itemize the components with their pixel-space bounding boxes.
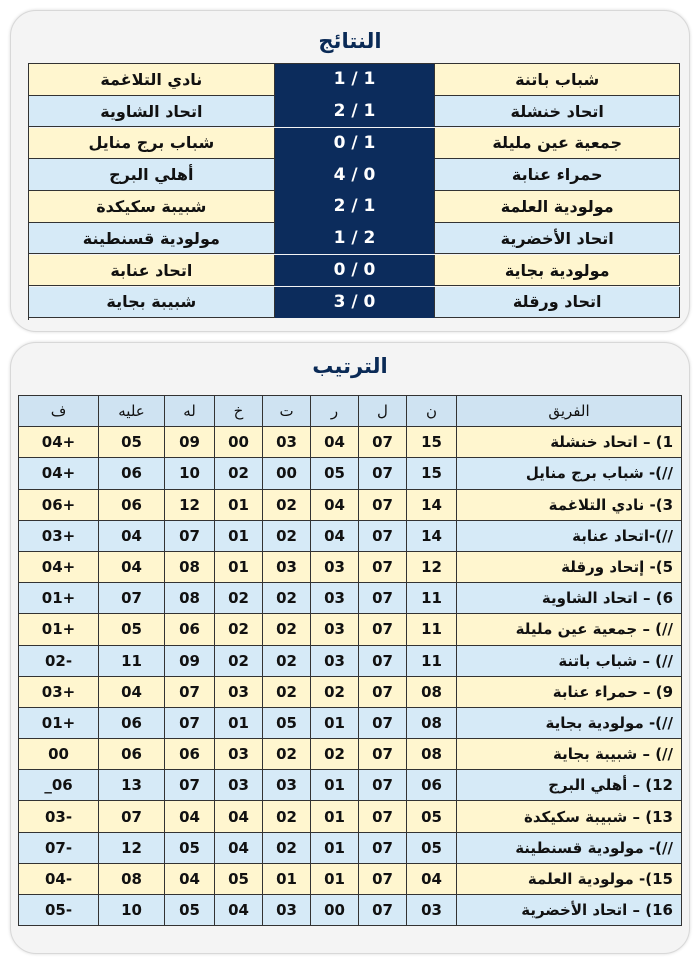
standings-cell-kh: 00 (215, 427, 263, 458)
standings-row (19, 863, 682, 894)
standings-cell-f: +04 (19, 551, 99, 582)
standings-cell-l: 07 (359, 583, 407, 614)
standings-cell-lah: 09 (165, 427, 215, 458)
standings-row (19, 427, 682, 458)
standings-cell-r: 03 (311, 551, 359, 582)
standings-cell-f: -05 (19, 895, 99, 926)
standings-cell-n: 12 (407, 551, 457, 582)
standings-cell-n: 11 (407, 583, 457, 614)
standings-cell-alayh: 06 (99, 458, 165, 489)
standings-cell-alayh: 07 (99, 583, 165, 614)
standings-cell-n: 04 (407, 863, 457, 894)
standings-cell-f: 06_ (19, 770, 99, 801)
standings-row (19, 489, 682, 520)
standings-team-name: 12) – أهلي البرج (457, 770, 682, 801)
result-score: 1 / 2 (275, 96, 436, 128)
standings-cell-n: 11 (407, 645, 457, 676)
standings-cell-r: 03 (311, 614, 359, 645)
standings-row (19, 614, 682, 645)
standings-team-name: //)- مولودية بجاية (457, 707, 682, 738)
standings-cell-f: +03 (19, 520, 99, 551)
standings-cell-t: 03 (263, 427, 311, 458)
standings-cell-l: 07 (359, 739, 407, 770)
standings-cell-lah: 06 (165, 739, 215, 770)
standings-cell-n: 05 (407, 832, 457, 863)
result-away-team: شبيبة سكيكدة (29, 191, 275, 223)
standings-cell-f: -07 (19, 832, 99, 863)
standings-cell-r: 04 (311, 520, 359, 551)
standings-cell-alayh: 04 (99, 551, 165, 582)
standings-team-name: 9) – حمراء عنابة (457, 676, 682, 707)
standings-team-name: //)-اتحاد عنابة (457, 520, 682, 551)
standings-cell-lah: 08 (165, 583, 215, 614)
result-row (29, 223, 680, 255)
standings-cell-t: 05 (263, 707, 311, 738)
result-away-team: مولودية قسنطينة (29, 223, 275, 255)
standings-cell-alayh: 06 (99, 489, 165, 520)
standings-row (19, 645, 682, 676)
standings-cell-lah: 07 (165, 707, 215, 738)
standings-cell-kh: 04 (215, 895, 263, 926)
standings-cell-f: +01 (19, 707, 99, 738)
result-home-team: حمراء عنابة (435, 159, 680, 191)
standings-row (19, 739, 682, 770)
standings-team-name: 15)- مولودية العلمة (457, 863, 682, 894)
standings-row (19, 832, 682, 863)
standings-cell-t: 02 (263, 676, 311, 707)
standings-cell-r: 00 (311, 895, 359, 926)
standings-cell-r: 01 (311, 863, 359, 894)
standings-team-name: 16) – اتحاد الأخضرية (457, 895, 682, 926)
result-score: 0 / 0 (275, 255, 436, 287)
standings-cell-l: 07 (359, 427, 407, 458)
standings-row (19, 520, 682, 551)
standings-cell-t: 02 (263, 739, 311, 770)
standings-cell-kh: 02 (215, 458, 263, 489)
standings-cell-lah: 07 (165, 520, 215, 551)
standings-cell-r: 04 (311, 427, 359, 458)
standings-cell-alayh: 13 (99, 770, 165, 801)
standings-cell-lah: 09 (165, 645, 215, 676)
standings-cell-n: 05 (407, 801, 457, 832)
standings-cell-f: -04 (19, 863, 99, 894)
standings-header-cell: ت (263, 396, 311, 427)
standings-cell-kh: 04 (215, 801, 263, 832)
standings-cell-lah: 04 (165, 801, 215, 832)
result-home-team: مولودية بجاية (435, 255, 680, 287)
standings-cell-n: 15 (407, 458, 457, 489)
standings-cell-n: 08 (407, 739, 457, 770)
standings-cell-n: 14 (407, 520, 457, 551)
result-away-team: اتحاد الشاوية (29, 96, 275, 128)
standings-cell-alayh: 10 (99, 895, 165, 926)
standings-cell-n: 11 (407, 614, 457, 645)
standings-cell-f: +06 (19, 489, 99, 520)
standings-header-cell: عليه (99, 396, 165, 427)
standings-row (19, 770, 682, 801)
standings-cell-t: 03 (263, 770, 311, 801)
standings-cell-t: 02 (263, 583, 311, 614)
standings-cell-l: 07 (359, 863, 407, 894)
result-row (29, 191, 680, 223)
standings-cell-lah: 05 (165, 832, 215, 863)
result-score: 0 / 4 (275, 159, 436, 191)
standings-row (19, 458, 682, 489)
standings-cell-f: +03 (19, 676, 99, 707)
result-away-team: اتحاد عنابة (29, 255, 275, 287)
standings-cell-l: 07 (359, 676, 407, 707)
standings-cell-l: 07 (359, 489, 407, 520)
standings-cell-alayh: 05 (99, 427, 165, 458)
standings-cell-f: +04 (19, 427, 99, 458)
standings-cell-l: 07 (359, 707, 407, 738)
standings-cell-t: 02 (263, 489, 311, 520)
result-row (29, 159, 680, 191)
standings-cell-l: 07 (359, 458, 407, 489)
standings-cell-alayh: 05 (99, 614, 165, 645)
standings-cell-f: +01 (19, 614, 99, 645)
standings-cell-l: 07 (359, 832, 407, 863)
standings-cell-r: 05 (311, 458, 359, 489)
standings-cell-t: 01 (263, 863, 311, 894)
results-table (28, 63, 680, 320)
standings-cell-r: 01 (311, 832, 359, 863)
standings-cell-n: 06 (407, 770, 457, 801)
standings-header-cell: ن (407, 396, 457, 427)
standings-cell-n: 08 (407, 676, 457, 707)
result-score: 1 / 2 (275, 191, 436, 223)
standings-cell-t: 02 (263, 645, 311, 676)
standings-team-name: 5)- إتحاد ورقلة (457, 551, 682, 582)
result-score: 0 / 3 (275, 287, 436, 319)
standings-cell-alayh: 04 (99, 520, 165, 551)
standings-row (19, 707, 682, 738)
standings-cell-kh: 01 (215, 489, 263, 520)
result-row (29, 96, 680, 128)
standings-cell-l: 07 (359, 551, 407, 582)
result-home-team: اتحاد خنشلة (435, 96, 680, 128)
standings-cell-kh: 04 (215, 832, 263, 863)
standings-cell-t: 03 (263, 895, 311, 926)
standings-cell-lah: 07 (165, 770, 215, 801)
standings-cell-lah: 04 (165, 863, 215, 894)
result-score: 1 / 1 (275, 64, 436, 96)
standings-row (19, 895, 682, 926)
standings-cell-alayh: 06 (99, 707, 165, 738)
result-home-team: جمعية عين مليلة (435, 128, 680, 160)
standings-cell-r: 03 (311, 583, 359, 614)
standings-header-cell: له (165, 396, 215, 427)
standings-cell-kh: 01 (215, 707, 263, 738)
standings-cell-kh: 01 (215, 551, 263, 582)
standings-cell-kh: 02 (215, 614, 263, 645)
standings-cell-alayh: 04 (99, 676, 165, 707)
result-home-team: شباب باتنة (435, 64, 680, 96)
result-row (29, 64, 680, 96)
standings-cell-t: 02 (263, 520, 311, 551)
standings-cell-r: 04 (311, 489, 359, 520)
standings-cell-kh: 02 (215, 583, 263, 614)
standings-team-name: //)- مولودية قسنطينة (457, 832, 682, 863)
standings-cell-r: 01 (311, 801, 359, 832)
standings-cell-t: 03 (263, 551, 311, 582)
standings-cell-f: 00 (19, 739, 99, 770)
standings-cell-alayh: 11 (99, 645, 165, 676)
standings-header-cell: ف (19, 396, 99, 427)
standings-cell-kh: 02 (215, 645, 263, 676)
result-home-team: اتحاد ورقلة (435, 287, 680, 319)
standings-cell-kh: 03 (215, 739, 263, 770)
standings-row (19, 801, 682, 832)
standings-cell-lah: 12 (165, 489, 215, 520)
standings-cell-r: 02 (311, 676, 359, 707)
standings-header-cell: ل (359, 396, 407, 427)
standings-cell-l: 07 (359, 895, 407, 926)
standings-cell-t: 02 (263, 614, 311, 645)
standings-panel (10, 342, 690, 954)
result-home-team: مولودية العلمة (435, 191, 680, 223)
result-row (29, 128, 680, 160)
standings-cell-f: -03 (19, 801, 99, 832)
standings-cell-kh: 03 (215, 770, 263, 801)
standings-cell-alayh: 08 (99, 863, 165, 894)
standings-team-name: //) – شباب باتنة (457, 645, 682, 676)
standings-cell-lah: 06 (165, 614, 215, 645)
standings-row (19, 583, 682, 614)
standings-cell-lah: 10 (165, 458, 215, 489)
standings-cell-f: -02 (19, 645, 99, 676)
standings-cell-r: 01 (311, 707, 359, 738)
standings-title: الترتيب (312, 354, 388, 378)
standings-cell-n: 08 (407, 707, 457, 738)
result-score: 1 / 0 (275, 128, 436, 160)
standings-cell-f: +01 (19, 583, 99, 614)
standings-cell-kh: 03 (215, 676, 263, 707)
standings-cell-kh: 01 (215, 520, 263, 551)
standings-table (18, 395, 682, 926)
standings-cell-n: 15 (407, 427, 457, 458)
standings-cell-l: 07 (359, 770, 407, 801)
standings-header-cell: خ (215, 396, 263, 427)
standings-team-name: //) – شبيبة بجاية (457, 739, 682, 770)
standings-cell-t: 00 (263, 458, 311, 489)
standings-cell-lah: 08 (165, 551, 215, 582)
standings-team-name: 6) – اتحاد الشاوية (457, 583, 682, 614)
result-away-team: شباب برج منايل (29, 128, 275, 160)
result-away-team: شبيبة بجاية (29, 287, 275, 319)
standings-team-name: 13) – شبيبة سكيكدة (457, 801, 682, 832)
standings-cell-lah: 05 (165, 895, 215, 926)
standings-row (19, 676, 682, 707)
standings-body (19, 427, 682, 926)
standings-cell-l: 07 (359, 614, 407, 645)
standings-header-cell: ر (311, 396, 359, 427)
standings-cell-n: 14 (407, 489, 457, 520)
standings-cell-t: 02 (263, 832, 311, 863)
result-away-team: نادي التلاغمة (29, 64, 275, 96)
standings-header-row (19, 396, 682, 427)
standings-cell-r: 03 (311, 645, 359, 676)
standings-cell-r: 02 (311, 739, 359, 770)
standings-team-name: 1) – اتحاد خنشلة (457, 427, 682, 458)
standings-team-name: //)- شباب برج منايل (457, 458, 682, 489)
results-panel (10, 10, 690, 332)
standings-cell-t: 02 (263, 801, 311, 832)
standings-cell-f: +04 (19, 458, 99, 489)
standings-cell-n: 03 (407, 895, 457, 926)
standings-cell-alayh: 06 (99, 739, 165, 770)
standings-team-name: //) – جمعية عين مليلة (457, 614, 682, 645)
standings-row (19, 551, 682, 582)
result-home-team: اتحاد الأخضرية (435, 223, 680, 255)
standings-cell-lah: 07 (165, 676, 215, 707)
standings-header-cell: الفريق (457, 396, 682, 427)
standings-cell-l: 07 (359, 520, 407, 551)
result-row (29, 255, 680, 287)
result-away-team: أهلي البرج (29, 159, 275, 191)
standings-cell-r: 01 (311, 770, 359, 801)
standings-cell-alayh: 07 (99, 801, 165, 832)
standings-cell-kh: 05 (215, 863, 263, 894)
standings-team-name: 3)- نادي التلاغمة (457, 489, 682, 520)
results-title: النتائج (318, 29, 382, 53)
standings-cell-alayh: 12 (99, 832, 165, 863)
result-row (29, 287, 680, 319)
standings-cell-l: 07 (359, 645, 407, 676)
result-score: 2 / 1 (275, 223, 436, 255)
standings-cell-l: 07 (359, 801, 407, 832)
